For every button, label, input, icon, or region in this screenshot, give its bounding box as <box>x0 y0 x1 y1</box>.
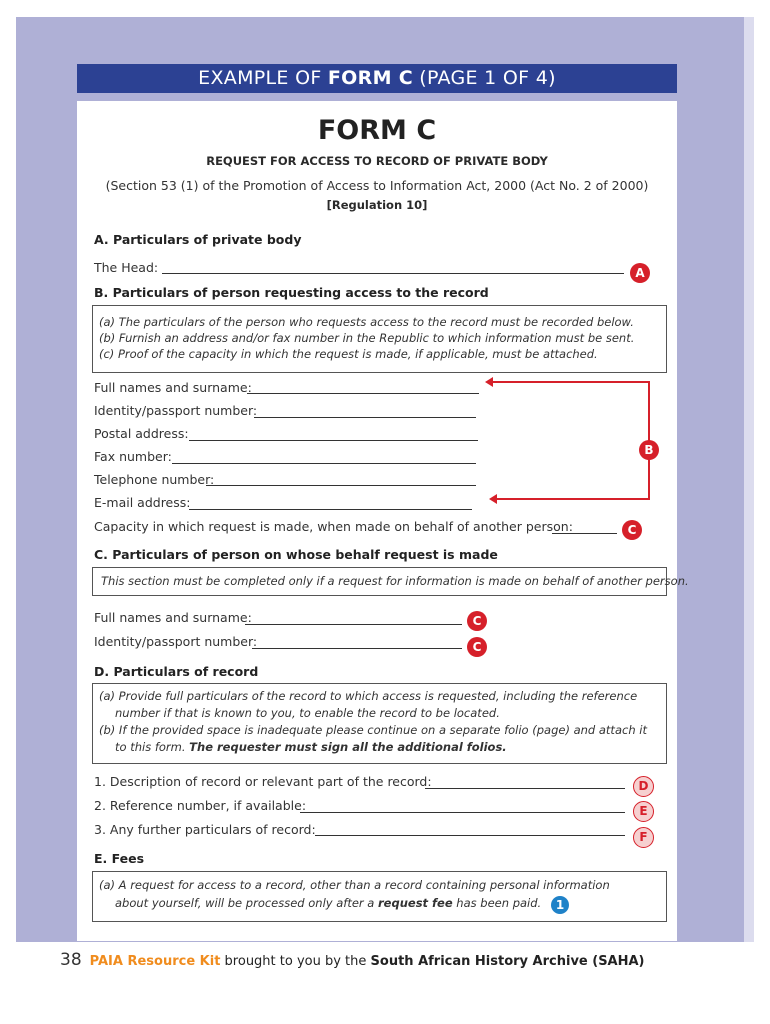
arrowhead-top <box>485 377 493 387</box>
form-title: FORM C <box>317 115 437 146</box>
section-d-heading: D. Particulars of record <box>94 664 259 679</box>
c-full-names-label: Full names and surname: <box>94 610 252 625</box>
c-full-names-line[interactable] <box>245 624 462 625</box>
identity-label: Identity/passport number: <box>94 403 258 418</box>
full-names-label: Full names and surname: <box>94 380 252 395</box>
badge-f: F <box>633 827 654 848</box>
note-e-bold: request fee <box>378 896 453 910</box>
note-d-b-bold: The requester must sign all the additional folios. <box>189 740 507 754</box>
telephone-line[interactable] <box>206 485 476 486</box>
page-edge <box>744 17 754 942</box>
regulation-reference: [Regulation 10] <box>326 198 428 212</box>
bracket-top <box>491 381 649 383</box>
section-b-heading: B. Particulars of person requesting access to the record <box>94 285 489 300</box>
head-label: The Head: <box>94 260 159 275</box>
form-subtitle: REQUEST FOR ACCESS TO RECORD OF PRIVATE BODY <box>206 154 548 168</box>
description-line[interactable] <box>425 788 625 789</box>
note-b-c: (c) Proof of the capacity in which the request is made, if applicable, must be attached. <box>99 347 598 361</box>
further-line[interactable] <box>315 835 625 836</box>
full-names-line[interactable] <box>247 393 479 394</box>
section-d-notes <box>92 683 667 764</box>
note-b-b: (b) Furnish an address and/or fax number in the Republic to which information must be sent. <box>99 331 635 345</box>
note-d-b-cont <box>115 740 507 754</box>
section-c-note-box <box>92 567 689 596</box>
further-label: 3. Any further particulars of record: <box>94 822 316 837</box>
section-c-heading: C. Particulars of person on whose behalf request is made <box>94 547 498 562</box>
capacity-line[interactable] <box>552 533 617 534</box>
badge-d: D <box>633 776 654 797</box>
fax-line[interactable] <box>172 463 476 464</box>
note-d-b-text: to this form. <box>115 740 186 754</box>
postal-line[interactable] <box>189 440 478 441</box>
page-footer <box>60 950 645 970</box>
note-d-a-cont: number if that is known to you, to enable the record to be located. <box>115 706 500 720</box>
section-e-heading: E. Fees <box>94 851 145 866</box>
form-page <box>77 101 689 941</box>
note-e-pre: about yourself, will be processed only after a <box>115 896 379 910</box>
fax-label: Fax number: <box>94 449 172 464</box>
section-e-note-box <box>92 871 667 922</box>
badge-c-identity: C <box>467 637 487 657</box>
badge-capacity-c: C <box>622 520 642 540</box>
badge-c-names: C <box>467 611 487 631</box>
note-d-b: (b) If the provided space is inadequate please continue on a separate folio (page) and attach it <box>99 723 647 737</box>
footer-middle: brought to you by the <box>220 954 371 969</box>
badge-1: 1 <box>551 896 569 914</box>
reference-label: 2. Reference number, if available: <box>94 798 307 813</box>
capacity-label: Capacity in which request is made, when made on behalf of another person: <box>94 519 573 534</box>
bracket-bottom <box>495 498 650 500</box>
c-identity-line[interactable] <box>252 648 462 649</box>
badge-e: E <box>633 801 654 822</box>
act-reference: (Section 53 (1) of the Promotion of Access to Information Act, 2000 (Act No. 2 of 2000) <box>105 178 649 193</box>
note-e-post: has been paid. <box>452 896 542 910</box>
badge-a: A <box>630 263 650 283</box>
arrowhead-bottom <box>489 494 497 504</box>
reference-line[interactable] <box>300 812 625 813</box>
note-e-line2 <box>115 896 541 910</box>
footer-kit: PAIA Resource Kit <box>89 954 221 969</box>
footer-org: South African History Archive (SAHA) <box>370 954 645 969</box>
section-c-note: This section must be completed only if a request for information is made on behalf of another person. <box>101 574 689 588</box>
note-e-line1: (a) A request for access to a record, other than a record containing personal information <box>99 878 610 892</box>
email-line[interactable] <box>189 509 472 510</box>
page-number: 38 <box>60 950 82 970</box>
section-b-notes <box>92 305 667 373</box>
note-d-a: (a) Provide full particulars of the record to which access is requested, including the reference <box>99 689 638 703</box>
identity-line[interactable] <box>254 417 476 418</box>
badge-b: B <box>639 440 659 460</box>
email-label: E-mail address: <box>94 495 191 510</box>
telephone-label: Telephone number: <box>94 472 215 487</box>
form-banner: EXAMPLE OF FORM C (PAGE 1 OF 4) <box>77 64 677 93</box>
c-identity-label: Identity/passport number: <box>94 634 258 649</box>
description-label: 1. Description of record or relevant part of the record: <box>94 774 432 789</box>
postal-label: Postal address: <box>94 426 189 441</box>
note-b-a: (a) The particulars of the person who requests access to the record must be recorded below. <box>99 315 634 329</box>
section-a-heading: A. Particulars of private body <box>94 232 302 247</box>
head-line[interactable] <box>162 273 624 274</box>
